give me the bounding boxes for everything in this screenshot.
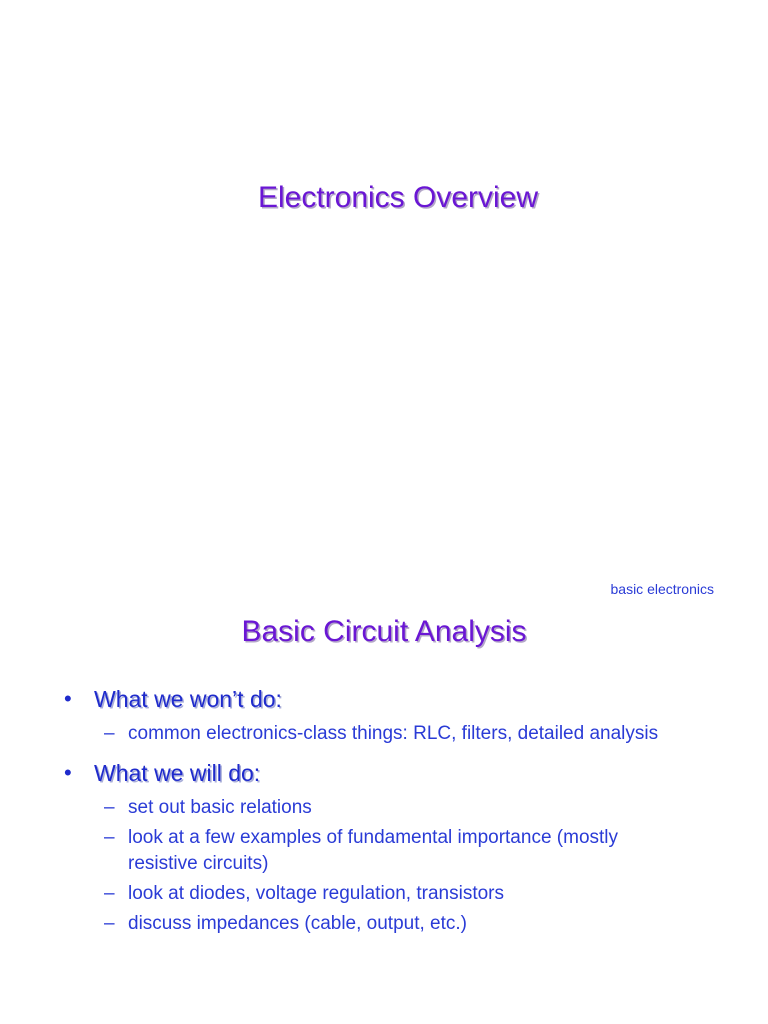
bullet-list bbox=[0, 683, 768, 947]
sub-bullet-text: look at a few examples of fundamental importance (mostly resistive circuits) bbox=[128, 827, 619, 874]
sub-bullet-item bbox=[94, 911, 688, 937]
sub-bullet-marker: – bbox=[104, 827, 115, 848]
sub-bullet-marker: – bbox=[104, 723, 115, 744]
sub-bullet-marker: – bbox=[104, 913, 115, 934]
bullet-marker: • bbox=[64, 760, 72, 785]
sub-bullet-list bbox=[94, 721, 768, 747]
sub-bullet-item bbox=[94, 795, 688, 821]
bullet-text: What we won’t do: bbox=[94, 686, 282, 712]
slide-footer-label: basic electronics bbox=[610, 581, 714, 597]
sub-bullet-marker: – bbox=[104, 883, 115, 904]
sub-bullet-marker: – bbox=[104, 797, 115, 818]
bullet-item bbox=[0, 757, 768, 937]
bullet-text: What we will do: bbox=[94, 760, 261, 786]
sub-bullet-item bbox=[94, 881, 688, 907]
bullet-marker: • bbox=[64, 686, 72, 711]
sub-bullet-text: set out basic relations bbox=[128, 797, 312, 818]
sub-bullet-text: common electronics-class things: RLC, filters, detailed analysis bbox=[128, 723, 659, 744]
sub-bullet-text: look at diodes, voltage regulation, transistors bbox=[128, 883, 504, 904]
bullet-item bbox=[0, 683, 768, 747]
sub-bullet-item bbox=[94, 825, 688, 877]
sub-bullet-text: discuss impedances (cable, output, etc.) bbox=[128, 913, 468, 934]
sub-bullet-list bbox=[94, 795, 768, 937]
slide-title-basic-circuit-analysis: Basic Circuit Analysis bbox=[241, 615, 527, 648]
slide-title-electronics-overview: Electronics Overview bbox=[257, 181, 539, 214]
sub-bullet-item bbox=[94, 721, 688, 747]
